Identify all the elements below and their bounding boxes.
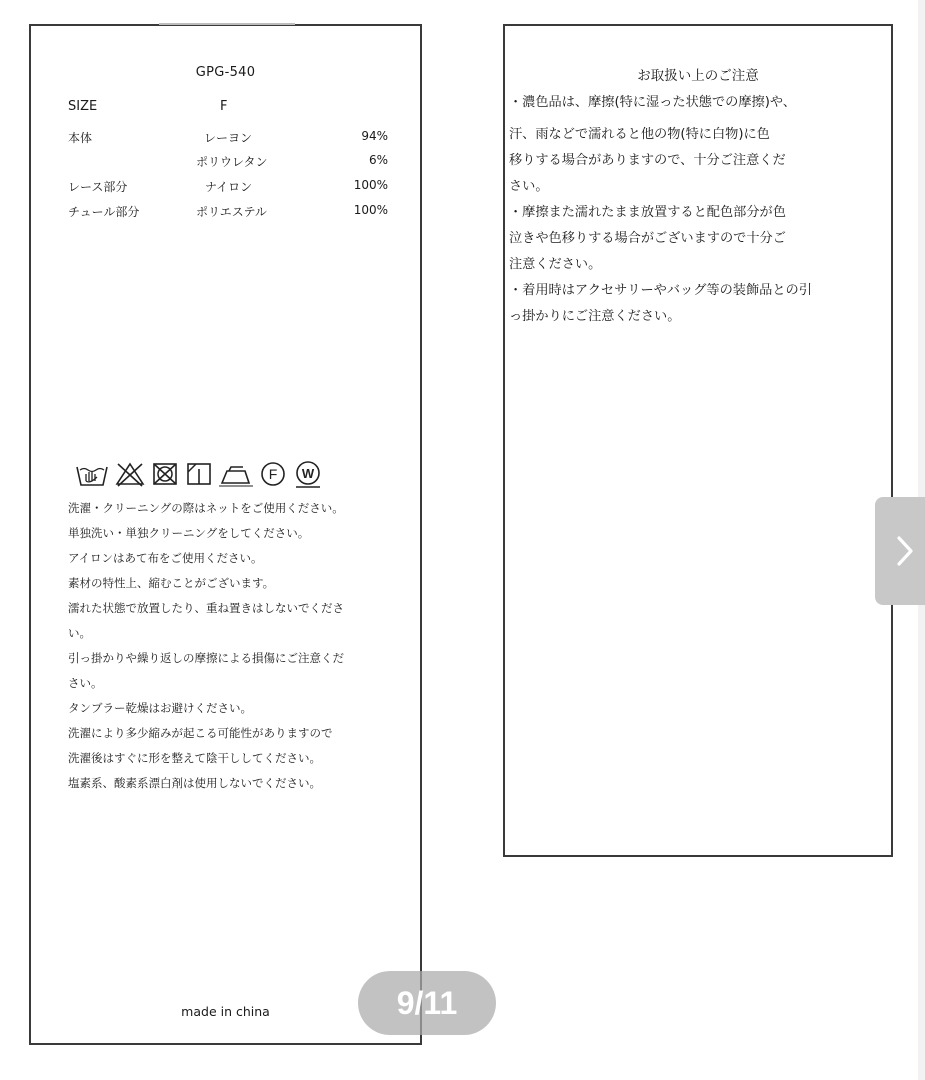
do-not-bleach-icon — [115, 461, 145, 487]
care-line: 洗濯後はすぐに形を整えて陰干ししてください。 — [68, 751, 321, 765]
notice-line: ・着用時はアクセサリーやバッグ等の装飾品との引 — [509, 283, 812, 298]
notice-line: っ掛かりにご注意ください。 — [509, 309, 681, 324]
notice-line: 汗、雨などで濡れると他の物(特に白物)に色 — [509, 127, 770, 142]
iron-low-icon — [219, 461, 253, 487]
composition-row: SIZE F — [68, 99, 228, 114]
notice-line: さい。 — [509, 179, 549, 194]
wet-clean-letter: W — [301, 466, 315, 481]
model-number: GPG-540 — [195, 65, 256, 80]
notice-title: お取扱い上のご注意 — [637, 68, 759, 84]
image-page-indicator: 9/11 — [358, 971, 496, 1035]
line-dry-shade-icon — [185, 461, 213, 487]
care-line: 単独洗い・単独クリーニングをしてください。 — [68, 526, 310, 540]
next-image-button[interactable] — [875, 497, 925, 605]
wet-clean-w-icon — [293, 459, 323, 489]
care-line: い。 — [68, 626, 91, 640]
care-line: さい。 — [68, 676, 103, 690]
care-line: 濡れた状態で放置したり、重ね置きはしないでくださ — [68, 601, 344, 615]
care-symbols — [75, 459, 375, 489]
care-line: 引っ掛かりや繰り返しの摩擦による損傷にご注意くだ — [68, 651, 344, 665]
do-not-tumble-dry-icon — [151, 461, 179, 487]
notice-line: ・濃色品は、摩擦(特に湿った状態での摩擦)や、 — [509, 95, 796, 110]
notice-body — [509, 90, 889, 330]
care-line: アイロンはあて布をご使用ください。 — [68, 551, 263, 565]
composition-row: ポリウレタン 6% — [196, 153, 388, 169]
composition-row: 本体 レーヨン 94% — [68, 129, 388, 145]
care-line: タンブラー乾燥はお避けください。 — [68, 701, 252, 715]
made-in-text: made in china — [181, 1004, 270, 1019]
label-top-mark — [159, 23, 295, 25]
composition-row: レース部分 ナイロン 100% — [68, 178, 388, 194]
notice-line: 注意ください。 — [509, 257, 602, 272]
notice-line: ・摩擦また濡れたまま放置すると配色部分が色 — [509, 205, 786, 220]
composition-row: チュール部分 ポリエステル 100% — [68, 203, 388, 219]
care-line: 洗濯・クリーニングの際はネットをご使用ください。 — [68, 501, 344, 515]
notice-line: 移りする場合がありますので、十分ご注意くだ — [509, 153, 786, 168]
dry-clean-f-icon — [259, 460, 287, 488]
care-line: 素材の特性上、縮むことがございます。 — [68, 576, 275, 590]
care-line: 洗濯により多少縮みが起こる可能性がありますので — [68, 726, 333, 740]
care-label-left — [29, 24, 422, 1045]
care-line: 塩素系、酸素系漂白剤は使用しないでください。 — [68, 776, 321, 790]
dry-clean-letter: F — [268, 466, 278, 482]
care-instructions — [68, 496, 368, 796]
chevron-right-icon — [894, 534, 916, 568]
handling-notice-label — [503, 24, 893, 857]
notice-line: 泣きや色移りする場合がございますので十分ご — [509, 231, 786, 246]
hand-wash-icon — [75, 461, 109, 487]
